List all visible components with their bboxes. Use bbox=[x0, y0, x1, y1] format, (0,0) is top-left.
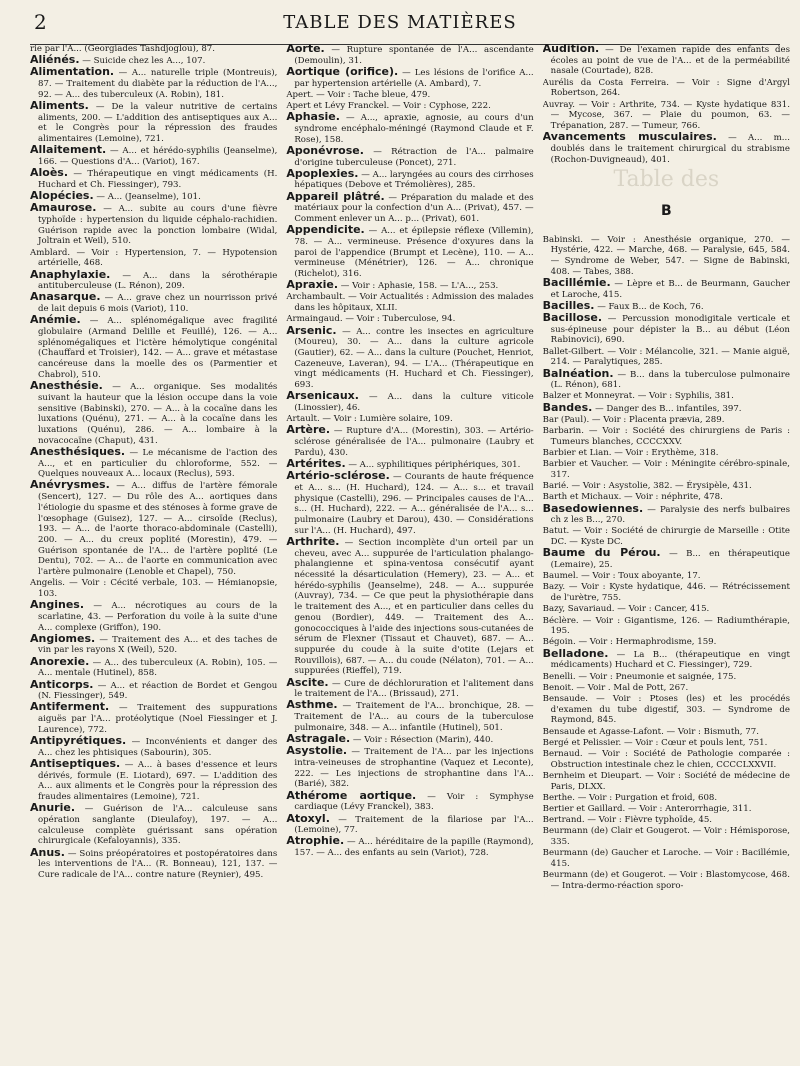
entry-text: — B... dans la tuberculose pulmonaire (L. Rénon), 681. bbox=[550, 369, 790, 391]
entry-text: — A... des tuberculeux (A. Robin), 105. — A... mentale (Hutinel), 858. bbox=[38, 657, 278, 679]
column-right-b-entries bbox=[543, 235, 790, 892]
entry-text: Baumel. — Voir : Toux aboyante, 17. bbox=[542, 571, 701, 582]
entry-text: Barié. — Voir : Asystolie, 382. — Érysipèle, 431. bbox=[542, 481, 752, 492]
index-entry bbox=[286, 788, 534, 813]
entry-headword: Allaitement. bbox=[30, 143, 107, 157]
index-entry bbox=[30, 631, 278, 656]
index-entry bbox=[543, 727, 790, 738]
index-entry bbox=[286, 391, 533, 413]
entry-headword: Belladone. bbox=[542, 646, 609, 660]
index-entry bbox=[543, 771, 790, 792]
entry-text: — B... en thérapeutique (Lemaire), 25. bbox=[550, 549, 790, 571]
index-entry bbox=[543, 604, 790, 615]
index-entry bbox=[30, 578, 277, 599]
entry-text: — Thérapeutique en vingt médicaments (H. Huchard et Ch. Fiessinger), 793. bbox=[38, 169, 278, 190]
entry-headword: Balnéation. bbox=[542, 366, 614, 380]
index-entry bbox=[543, 78, 790, 99]
index-entry bbox=[286, 425, 533, 458]
index-entry bbox=[543, 100, 790, 132]
index-entry bbox=[30, 845, 278, 881]
entry-text: — Danger des B... infantiles, 397. bbox=[592, 403, 742, 414]
index-entry bbox=[30, 292, 277, 314]
index-entry bbox=[30, 168, 277, 190]
entry-text: Berthe. — Voir : Purgation et froid, 608. bbox=[542, 792, 718, 803]
entry-text: Benelli. — Voir : Pneumonie et saignée, 175. bbox=[542, 671, 737, 682]
entry-text: — A... dans la culture viticole (Linossier), 46. bbox=[294, 392, 534, 413]
entry-headword: Bacillémie. bbox=[542, 275, 611, 289]
entry-text: — A... et épilepsie réflexe (Villemin), 78. — A... vermineuse. Présence d'oxyures dans la paroi de l'appendice (Brumpt et Lecène), 110. — A... vermineuse (Ménétrier), 126. — A... chronique (Richelot), 316. bbox=[294, 226, 534, 280]
entry-text: — Voir : Symphyse cardiaque (Lévy Franckel), 383. bbox=[294, 791, 534, 813]
entry-headword: Anus. bbox=[30, 845, 65, 859]
index-entry bbox=[543, 426, 790, 447]
entry-text: — Courants de haute fréquence et A... s... (H. Huchard), 124. — A... s... et travail physique (Castelli), 296. — Principales causes de l'A... s... (H. Huchard), 222. — A... généralisée de l'A... s... pulmonaire (Laubry et Darou), 430. — Considérations sur l'A... (H. Huchard), 497. bbox=[294, 472, 534, 536]
entry-text: — A... m... doublés dans le traitement chirurgical du strabisme (Rochon-Duvigneaud), 401. bbox=[550, 133, 790, 165]
index-entry bbox=[543, 672, 790, 683]
entry-text: — Paralysie des nerfs bulbaires ch z les B..., 270. bbox=[550, 504, 790, 526]
entry-text: Armaingaud. — Voir : Tuberculose, 94. bbox=[286, 314, 456, 325]
index-entry bbox=[286, 811, 534, 836]
index-entry bbox=[543, 526, 790, 547]
entry-text: Bar (Paul). — Voir : Placenta prævia, 289. bbox=[542, 414, 725, 425]
entry-headword: Anaphylaxie. bbox=[30, 267, 111, 281]
entry-text: Aurélis da Costa Ferreira. — Voir : Signe d'Argyl Robertson, 264. bbox=[542, 77, 790, 99]
entry-headword: Apraxie. bbox=[286, 278, 339, 292]
index-entry bbox=[30, 654, 278, 679]
entry-headword: Arsenicaux. bbox=[286, 389, 359, 403]
index-entry bbox=[543, 415, 790, 426]
entry-text: Apert et Lévy Franckel. — Voir : Cyphose, 222. bbox=[286, 101, 491, 112]
entry-headword: Artérites. bbox=[286, 457, 346, 471]
index-entry bbox=[542, 501, 790, 526]
index-entry bbox=[286, 534, 534, 677]
entry-text: — Les lésions de l'orifice A... par hypertension artérielle (A. Ambard), 7. bbox=[294, 67, 534, 89]
index-entry bbox=[543, 582, 790, 603]
entry-text: — Section incomplète d'un orteil par un cheveu, avec A... suppurée de l'articulation phalango-phalangienne et spina-ventosa consécutif ayant nécessité la désarticulation (Hemery), 23. — A... et hérédo-syphilis (Jeanselme), 248. — A... suppurée (Auvray), 734. — Ce que peut la physiothérapie dans le traitement des A..., et en particulier dans celles du genou (Bordier), 449. — Traitement des A... gonococciques à l'aide des injections sous-cutanées de sérum de Flexner (Tissaut et Chauvet), 687. — A... suppurée du coude à la suite d'otite (Lejars et Rouvillois), 687. — A... du coude (Nélaton), 701. — A... suppurées (Rieffel), 719. bbox=[294, 537, 534, 677]
index-entry bbox=[543, 738, 790, 749]
entry-text: — Soins préopératoires et postopératoires dans les interventions de l'A... (R. Bonneau), 121, 137. — Cure radicale de l'A... contre nature (Reynier), 495. bbox=[38, 848, 278, 881]
index-entry bbox=[543, 313, 790, 346]
entry-text: Auvray. — Voir : Arthrite, 734. — Kyste hydatique 831. — Mycose, 367. — Plaie du poumon, 63. — Trépanation, 287. — Tumeur, 766. bbox=[542, 99, 790, 131]
index-entry bbox=[30, 381, 277, 446]
index-entry bbox=[30, 600, 277, 633]
entry-headword: Baume du Pérou. bbox=[542, 546, 661, 560]
entry-headword: Aliénés. bbox=[30, 53, 80, 67]
index-entry bbox=[286, 836, 533, 858]
entry-text: — Rétraction de l'A... palmaire d'origine tuberculeuse (Poncet), 271. bbox=[294, 146, 534, 168]
entry-text: — Faux B... de Koch, 76. bbox=[594, 301, 704, 312]
index-entry bbox=[30, 736, 277, 758]
index-entry bbox=[543, 870, 790, 891]
index-entry bbox=[543, 694, 790, 726]
entry-text: Bégoin. — Voir : Hermaphrodisme, 159. bbox=[542, 637, 717, 648]
entry-text: — Guérison de l'A... calculeuse sans opération sanglante (Dieulafoy), 197. — A... calculeuse complète guérissant sans opération chirurgicale (Kefaloyannis), 335. bbox=[38, 804, 278, 847]
index-entry bbox=[543, 815, 790, 826]
entry-text: Barth et Michaux. — Voir : néphrite, 478. bbox=[542, 492, 723, 503]
entry-headword: Atrophie. bbox=[286, 834, 345, 848]
running-title: TABLE DES MATIÈRES bbox=[283, 12, 517, 33]
index-entry bbox=[542, 646, 790, 671]
entry-headword: Angiomes. bbox=[30, 631, 96, 645]
index-entry bbox=[286, 64, 534, 89]
column-left bbox=[30, 44, 277, 1060]
entry-text: — A... organique. Ses modalités suivant la hauteur que la lésion occupe dans la voie sensitive (Babinski), 270. — A... à la cocaïne dans les luxations (Quénu), 271. — A... à la cocaïne dans les luxations (Quénu), 286. — A... lombaire à la novacocaïne (Chaput), 431. bbox=[38, 382, 278, 446]
index-entry bbox=[30, 248, 277, 269]
entry-text: Bensaude et Agasse-Lafont. — Voir : Bismuth, 77. bbox=[542, 726, 759, 737]
entry-text: — A... et réaction de Bordet et Gengou (N. Fiessinger), 549. bbox=[38, 680, 278, 702]
entry-headword: Asthme. bbox=[286, 698, 338, 712]
entry-text: — A... subite au cours d'une fièvre typhoïde : hypertension du liquide céphalo-rachidien. Guérison rapide avec la ponction lombaire (Widal, Joltrain et Weil), 510. bbox=[38, 204, 278, 247]
index-entry bbox=[543, 826, 790, 847]
index-entry bbox=[543, 347, 790, 368]
index-entry bbox=[286, 143, 534, 168]
entry-text: — La B... (thérapeutique en vingt médicaments) Huchard et C. Fiessinger), 729. bbox=[550, 649, 790, 671]
entry-text: Babinski. — Voir : Anesthésie organique, 270. — Hystérie, 422. — Marche, 468. — Paralysie, 645, 584. — Syndrome de Weber, 547. — Signe de Babinski, 408. — Tabes, 388. bbox=[542, 234, 790, 277]
index-entry bbox=[543, 548, 790, 570]
entry-text: — Traitement des suppurations aiguës par l'A... protéolytique (Noel Fiessinger et J. Laurence), 772. bbox=[38, 703, 278, 735]
entry-text: — A... contre les insectes en agriculture (Moureu), 30. — A... dans la culture agricole (Gautier), 62. — A... dans la culture (Pouchet, Henriot, Cazeneuve, Laveran), 94. — L'A... (Thérapeutique en vingt médicaments (H. Huchard et Ch. Fiessinger), 693. bbox=[294, 326, 534, 391]
entry-headword: Aortique (orifice). bbox=[286, 64, 399, 78]
entry-headword: Bandes. bbox=[542, 400, 593, 414]
entry-text: — A... à bases d'essence et leurs dérivés, formule (E. Liotard), 697. — L'addition des A... aux aliments et le Congrès pour la répression des fraudes alimentaires (Lemoine), 721. bbox=[38, 760, 278, 803]
entry-headword: Asystolie. bbox=[286, 744, 348, 758]
show-through-text: Table des bbox=[613, 167, 720, 193]
index-entry bbox=[542, 400, 790, 415]
index-entry bbox=[286, 112, 533, 145]
entry-text: — A..., apraxie, agnosie, au cours d'un syndrome encéphalo-méningé (Raymond Claude et F. Rose), 158. bbox=[294, 113, 534, 145]
entry-text: Bergé et Pelissier. — Voir : Cœur et pouls lent, 751. bbox=[542, 737, 768, 748]
entry-text: Bernheim et Dieupart. — Voir : Société de médecine de Paris, DLXX. bbox=[542, 770, 790, 792]
entry-text: — A... nécrotiques au cours de la scarlatine, 43. — Perforation du voile à la suite d'une A... complexe (Griffon), 190. bbox=[38, 601, 278, 633]
entry-text: Balzer et Monneyrat. — Voir : Syphilis, 381. bbox=[542, 391, 734, 402]
index-columns bbox=[30, 44, 790, 1060]
entry-text: — A... dans la sérothérapie antituberculeuse (L. Rénon), 209. bbox=[38, 270, 278, 292]
entry-text: — A... et hérédo-syphilis (Jeanselme), 166. — Questions d'A... (Variot), 167. bbox=[38, 146, 278, 168]
entry-headword: Artère. bbox=[286, 423, 331, 437]
entry-text: — Voir : Résection (Marin), 440. bbox=[350, 735, 494, 746]
entry-headword: Aphasie. bbox=[286, 110, 340, 124]
entry-text: — A... laryngées au cours des cirrhoses hépatiques (Debove et Trémolières), 285. bbox=[294, 169, 534, 191]
entry-headword: Alimentation. bbox=[30, 65, 115, 79]
index-entry bbox=[30, 480, 277, 577]
entry-text: — Voir : Aphasie, 158. — L'A..., 253. bbox=[338, 281, 499, 292]
entry-text: Beurmann (de) et Gougerot. — Voir : Blastomycose, 468. — Intra-dermo-réaction sporo- bbox=[542, 870, 790, 891]
index-entry bbox=[286, 292, 533, 313]
index-entry bbox=[543, 235, 790, 278]
index-entry bbox=[30, 444, 278, 480]
index-entry bbox=[543, 571, 790, 582]
entry-headword: Appendicite. bbox=[286, 223, 365, 237]
entry-text: Bernaud. — Voir : Société de Pathologie comparée : Obstruction intestinale chez le chien, CCCCLXXVII. bbox=[542, 748, 790, 770]
entry-text: Ballet-Gilbert. — Voir : Mélancolie, 321. — Manie aiguë, 214. — Paralytiques, 285. bbox=[542, 346, 790, 368]
index-entry bbox=[30, 315, 277, 380]
entry-text: Bazy, Savariaud. — Voir : Cancer, 415. bbox=[542, 604, 710, 615]
index-entry bbox=[30, 267, 278, 292]
entry-text: Angelis. — Voir : Cécité verbale, 103. — Hémianopsie, 103. bbox=[30, 578, 278, 599]
entry-text: — A... héréditaire de la papille (Raymond), 157. — A... des enfants au sein (Variot), 728. bbox=[294, 837, 534, 859]
index-entry bbox=[286, 225, 533, 280]
entry-text: — A... naturelle triple (Montreuis), 87. — Traitement du diabète par la réduction de l'A..., 92. — A... des tuberculeux (A. Robin), 181. bbox=[38, 68, 278, 100]
entry-text: Barbier et Lian. — Voir : Erythème, 318. bbox=[542, 448, 719, 458]
entry-headword: Anticorps. bbox=[30, 677, 94, 691]
entry-text: — De la valeur nutritive de certains aliments, 200. — L'addition des antiseptiques aux A... et le Congrès pour la répression des fraudes alimentaires (Lemoine), 721. bbox=[38, 102, 278, 145]
entry-headword: Aliments. bbox=[30, 99, 89, 113]
entry-text: Barbier et Vaucher. — Voir : Méningite cérébro-spinale, 317. bbox=[542, 459, 790, 480]
index-entry bbox=[286, 323, 534, 391]
entry-text: — Préparation du malade et des matériaux pour la confection d'un A... (Privat), 457. — Comment enlever un A... p... (Privat), 601. bbox=[294, 192, 534, 225]
index-entry bbox=[543, 132, 790, 165]
entry-headword: Bacillose. bbox=[542, 311, 603, 325]
entry-headword: Amaurose. bbox=[30, 201, 97, 215]
entry-text: — Traitement de l'A... bronchique, 28. — Traitement de l'A... au cours de la tuberculose pulmonaire, 348. — A... infantile (Hutinel), 501. bbox=[294, 701, 534, 733]
entry-headword: Athérome aortique. bbox=[286, 788, 417, 802]
index-entry bbox=[543, 616, 790, 637]
entry-headword: Anévrysmes. bbox=[30, 478, 110, 492]
index-entry bbox=[543, 848, 790, 869]
entry-headword: Aloès. bbox=[30, 166, 69, 180]
entry-headword: Arsenic. bbox=[286, 323, 337, 337]
page-number: 2 bbox=[34, 10, 47, 34]
entry-text: Apert. — Voir : Tache bleue, 479. bbox=[286, 89, 431, 100]
entry-headword: Anesthésiques. bbox=[30, 444, 126, 458]
index-entry bbox=[30, 203, 277, 247]
entry-headword: Antiseptiques. bbox=[30, 757, 121, 770]
index-entry bbox=[30, 677, 278, 702]
index-entry bbox=[543, 448, 790, 459]
entry-headword: Alopécies. bbox=[30, 189, 94, 203]
entry-headword: Apoplexies. bbox=[286, 166, 359, 180]
index-entry bbox=[286, 189, 534, 225]
index-entry bbox=[542, 275, 790, 300]
entry-text: Beurmann (de) Clair et Gougerot. — Voir : Hémisporose, 335. bbox=[542, 826, 790, 848]
index-entry bbox=[30, 803, 277, 847]
entry-headword: Angines. bbox=[30, 598, 85, 612]
entry-headword: Basedowiennes. bbox=[542, 501, 644, 515]
entry-headword: Aponévrose. bbox=[286, 143, 364, 157]
entry-text: Beurmann (de) Gaucher et Laroche. — Voir : Bacillémie, 415. bbox=[542, 848, 790, 870]
index-entry bbox=[30, 101, 277, 145]
entry-text: — Le mécanisme de l'action des A..., et en particulier du chloroforme, 552. — Quelques nouveaux A... locaux (Reclus), 593. bbox=[38, 447, 278, 480]
index-entry bbox=[543, 804, 790, 815]
index-entry bbox=[543, 481, 790, 492]
entry-text: Bazy. — Voir : Kyste hydatique, 446. — Rétrécissement de l'urètre, 755. bbox=[542, 582, 790, 604]
entry-text: — Suicide chez les A..., 107. bbox=[79, 56, 206, 67]
index-entry bbox=[543, 683, 790, 694]
entry-text: — Traitement de l'A... par les injections intra-veineuses de strophantine (Vaquez et Leconte), 222. — Les injections de strophantine dans l'A... (Barié), 382. bbox=[294, 747, 534, 790]
entry-text: — Rupture d'A... (Morestin), 303. — Artério-sclérose généralisée de l'A... pulmonaire (Laubry et Pardu), 430. bbox=[294, 426, 534, 458]
entry-text: — A... syphilitiques périphériques, 301. bbox=[345, 460, 521, 471]
entry-headword: Anorexie. bbox=[30, 654, 90, 668]
entry-text: Barbarin. — Voir : Société des chirurgiens de Paris : Tumeurs blanches, CCCCXXV. bbox=[542, 426, 790, 447]
entry-text: Bensaude. — Voir : Ptoses (les) et les procédés d'examen du tube digestif, 303. — Syndrome de Raymond, 845. bbox=[542, 693, 790, 726]
entry-text: — Percussion monodigitale verticale et sus-épineuse pour dépister la B... au début (Léon Rabinovici), 690. bbox=[550, 314, 790, 346]
entry-headword: Bacilles. bbox=[542, 298, 595, 312]
index-entry bbox=[30, 145, 277, 167]
entry-text: Bertrand. — Voir : Fièvre typhoïde, 45. bbox=[542, 815, 713, 826]
column-right bbox=[543, 44, 790, 1060]
index-entry bbox=[286, 166, 534, 191]
entry-headword: Astragale. bbox=[286, 732, 351, 746]
entry-text: — Traitement des A... et des taches de vin par les rayons X (Weil), 520. bbox=[38, 634, 278, 656]
index-entry bbox=[30, 759, 277, 803]
entry-text: Benoit. — Voir . Mal de Pott, 267. bbox=[542, 682, 689, 693]
entry-text: — Traitement de la filariose par l'A... (Lemoine), 77. bbox=[294, 814, 534, 836]
index-entry bbox=[30, 702, 277, 735]
index-entry bbox=[542, 366, 790, 391]
entry-headword: Antipyrétiques. bbox=[30, 734, 127, 748]
column-right-a-entries bbox=[543, 44, 790, 165]
entry-text: — Inconvénients et danger des A... chez les phtisiques (Sabourin), 305. bbox=[38, 737, 278, 758]
page-header bbox=[0, 6, 800, 40]
index-entry bbox=[286, 90, 533, 101]
entry-text: — A... diffus de l'artère fémorale (Sencert), 127. — Du rôle des A... aortiques dans l'étiologie du spasme et des sténoses à forme grave de l'œsophage (Guisez), 127. — A... cirsoïde (Reclus), 193. — A... de l'aorte thoraco-abdominale (Castelli), 200. — A... du creux poplité (Morestin), 479. — Guérison spontanée de l'A... de l'artère poplité (Le Dentu), 702. — A... de l'aorte en communication avec l'artère pulmonaire (Lenoble et Chapel), 750. bbox=[38, 481, 278, 578]
entry-text: Béclère. — Voir : Gigantisme, 126. — Radiumthérapie, 195. bbox=[542, 615, 790, 637]
index-entry bbox=[543, 459, 790, 480]
entry-headword: Audition. bbox=[542, 44, 600, 55]
index-entry bbox=[286, 471, 533, 536]
entry-headword: Avancements musculaires. bbox=[542, 130, 717, 144]
entry-text: — Lèpre et B... de Beurmann, Gaucher et Laroche, 415. bbox=[550, 278, 790, 300]
entry-text: rie par l'A... (Georgiades Tashdjoglou), 87. bbox=[30, 44, 215, 54]
section-letter-b: B bbox=[660, 202, 672, 219]
index-entry bbox=[543, 749, 790, 770]
entry-text: — De l'examen rapide des enfants des écoles au point de vue de l'A... et de la perméabilité nasale (Courtade), 828. bbox=[550, 45, 790, 77]
entry-text: Archambault. — Voir Actualités : Admission des malades dans les hôpitaux, XLII. bbox=[286, 292, 534, 314]
entry-headword: Aorte. bbox=[286, 44, 325, 55]
entry-text: Amblard. — Voir : Hypertension, 7. — Hypotension artérielle, 468. bbox=[30, 247, 278, 269]
entry-text: — Cure de déchloruration et l'alitement dans le traitement de l'A... (Brissaud), 271. bbox=[294, 678, 534, 700]
entry-headword: Arthrite. bbox=[286, 534, 340, 548]
entry-text: — Rupture spontanée de l'A... ascendante (Demoulin), 31. bbox=[294, 45, 534, 66]
entry-headword: Anasarque. bbox=[30, 290, 101, 304]
index-entry bbox=[286, 44, 533, 66]
entry-text: — A... splénomégalique avec fragilité globulaire (Armand Delille et Feuillé), 126. — A... splénomégaliques et l'ictère hémolytique congénital (Chauffard et Troisier), 142. — A... grave et métastase cancéreuse dans la moelle des os (Parmentier et Chabrol), 510. bbox=[38, 316, 278, 380]
index-entry bbox=[543, 44, 790, 77]
entry-headword: Antiferment. bbox=[30, 700, 110, 714]
entry-text: — A... grave chez un nourrisson privé de lait depuis 6 mois (Variot), 110. bbox=[38, 293, 278, 315]
index-entry bbox=[543, 793, 790, 804]
index-entry bbox=[30, 67, 277, 100]
entry-headword: Appareil plâtré. bbox=[286, 189, 385, 203]
index-entry bbox=[286, 675, 534, 700]
entry-headword: Atoxyl. bbox=[286, 811, 330, 825]
entry-headword: Artério-sclérose. bbox=[286, 469, 390, 483]
entry-headword: Anesthésie. bbox=[30, 379, 103, 393]
index-entry bbox=[286, 746, 533, 790]
entry-headword: Anurie. bbox=[30, 801, 76, 815]
column-middle bbox=[286, 44, 533, 1060]
entry-text: Artault. — Voir : Lumière solaire, 109. bbox=[286, 414, 453, 425]
entry-headword: Anémie. bbox=[30, 313, 81, 327]
index-entry bbox=[286, 700, 533, 733]
entry-text: — A... (Jeanselme), 101. bbox=[93, 192, 201, 203]
entry-headword: Ascite. bbox=[286, 675, 329, 689]
entry-text: Batut. — Voir : Société de chirurgie de Marseille : Otite DC. — Kyste DC. bbox=[542, 526, 790, 548]
index-entry bbox=[286, 280, 533, 292]
entry-text: Bertier et Gaillard. — Voir : Anterorrhagie, 311. bbox=[542, 804, 752, 814]
